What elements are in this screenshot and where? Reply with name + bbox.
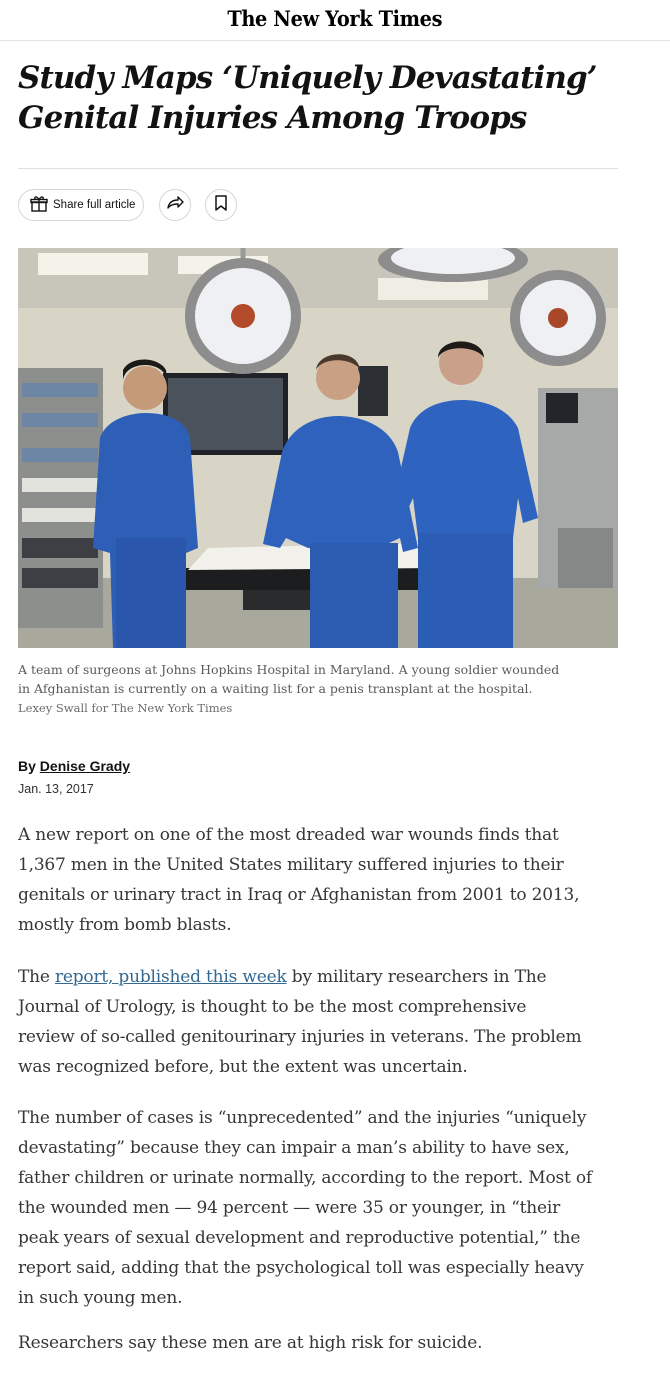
p2-line-1-rest: by military researchers in The xyxy=(286,967,547,987)
p2-line-1 xyxy=(18,962,628,992)
p4-line-1: Researchers say these men are at high risk for suicide. xyxy=(18,1333,483,1353)
photo-credit: Lexey Swall for The New York Times xyxy=(18,701,233,715)
byline xyxy=(18,758,130,774)
report-link[interactable]: report, published this week xyxy=(54,967,287,987)
p3-line-5: peak years of sexual development and reproductive potential,” the xyxy=(18,1228,581,1248)
gift-icon xyxy=(29,194,49,217)
caption-line-1: A team of surgeons at Johns Hopkins Hospital in Maryland. A young soldier wounded xyxy=(18,662,560,677)
p1-line-1: A new report on one of the most dreaded war wounds finds that xyxy=(18,825,559,845)
nyt-logo[interactable]: The New York Times xyxy=(227,6,443,31)
photo-caption xyxy=(18,660,618,698)
p3-line-1: The number of cases is “unprecedented” and the injuries “uniquely xyxy=(18,1108,587,1128)
p3-line-4: the wounded men — 94 percent — were 35 or younger, in “their xyxy=(18,1198,561,1218)
share-full-article-button[interactable] xyxy=(18,189,144,221)
share-full-article-label: Share full article xyxy=(53,199,136,211)
publish-date: Jan. 13, 2017 xyxy=(18,782,94,796)
p2-line-2: Journal of Urology, is thought to be the most comprehensive xyxy=(18,997,527,1017)
article-headline xyxy=(18,58,618,138)
paragraph-2 xyxy=(18,962,628,1082)
p2-line-4: was recognized before, but the extent was uncertain. xyxy=(18,1057,468,1077)
p2-prefix: The xyxy=(18,967,55,987)
headline-divider xyxy=(18,168,618,169)
paragraph-1 xyxy=(18,820,628,940)
p1-line-2: 1,367 men in the United States military suffered injuries to their xyxy=(18,855,564,875)
p3-line-6: report said, adding that the psychological toll was especially heavy xyxy=(18,1258,584,1278)
byline-prefix: By xyxy=(18,758,36,774)
p3-line-7: in such young men. xyxy=(18,1288,183,1308)
paragraph-4 xyxy=(18,1328,628,1358)
p3-line-2: devastating” because they can impair a man’s ability to have sex, xyxy=(18,1138,570,1158)
article-photo xyxy=(18,248,618,648)
p2-line-3: review of so-called genitourinary injuries in veterans. The problem xyxy=(18,1027,582,1047)
headline-line-1: Study Maps ‘Uniquely Devastating’ xyxy=(18,60,597,96)
share-button[interactable] xyxy=(159,189,191,221)
share-arrow-icon xyxy=(165,193,185,217)
p1-line-4: mostly from bomb blasts. xyxy=(18,915,232,935)
caption-line-2: in Afghanistan is currently on a waiting list for a penis transplant at the hospital. xyxy=(18,681,533,696)
author-link[interactable]: Denise Grady xyxy=(39,758,131,774)
masthead xyxy=(0,0,670,41)
bookmark-icon xyxy=(213,194,229,216)
save-button[interactable] xyxy=(205,189,237,221)
p3-line-3: father children or urinate normally, according to the report. Most of xyxy=(18,1168,593,1188)
paragraph-3 xyxy=(18,1103,628,1313)
p1-line-3: genitals or urinary tract in Iraq or Afghanistan from 2001 to 2013, xyxy=(18,885,580,905)
headline-line-2: Genital Injuries Among Troops xyxy=(18,100,527,136)
